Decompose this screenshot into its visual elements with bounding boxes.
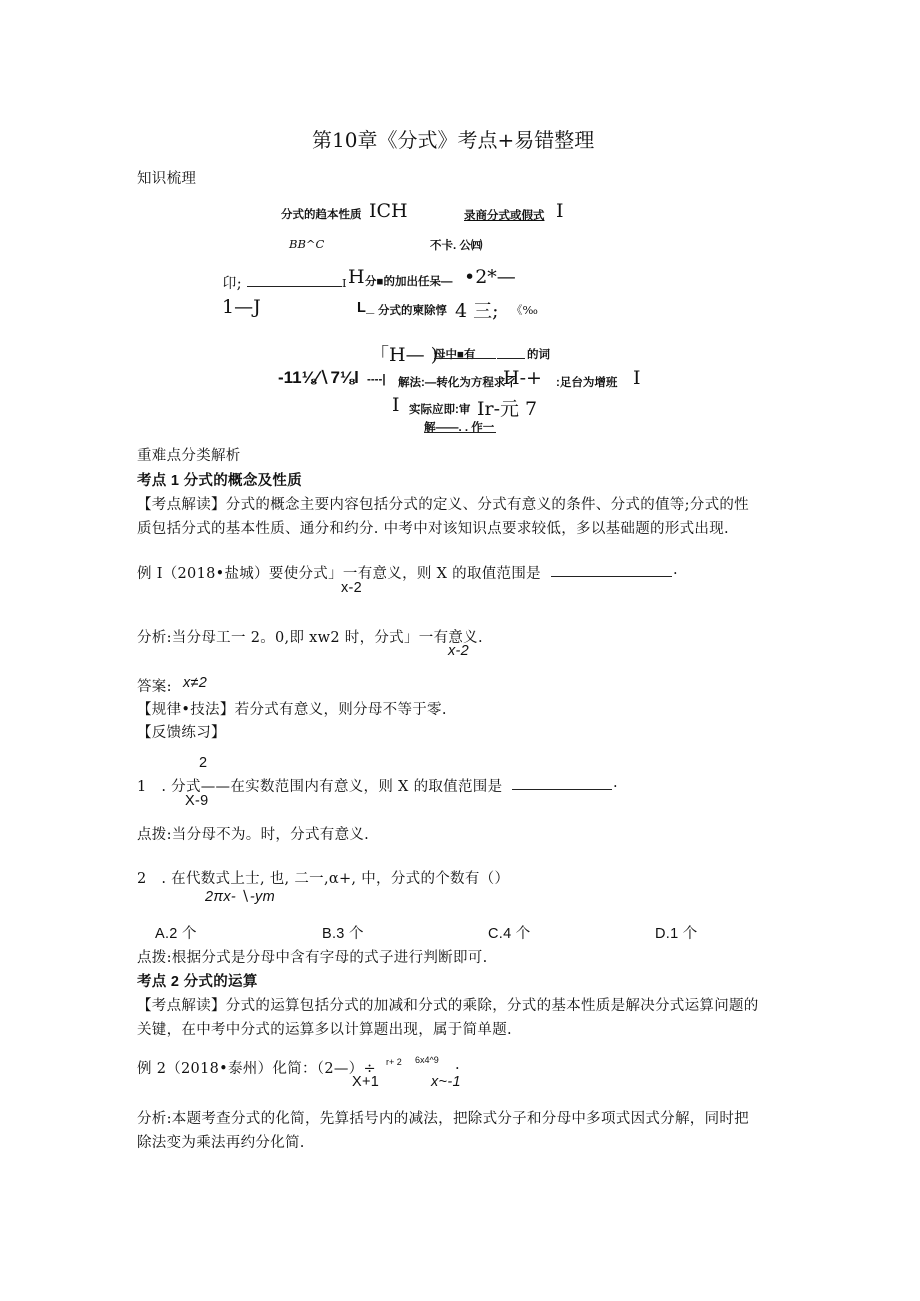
page-title: 第10章《分式》考点+易错整理: [312, 128, 595, 152]
example2-sup: r+ 2: [386, 1057, 402, 1067]
kp2-heading: 考点 2 分式的运算: [137, 974, 258, 990]
mindmap-text: 1—J: [222, 296, 261, 318]
mindmap-line: [497, 358, 525, 359]
mindmap-text: 母中■有: [434, 349, 476, 361]
mindmap-text: -11⅛∕∖7⅛l: [278, 368, 359, 387]
mindmap-text: 分■的加出任呆—: [365, 276, 453, 288]
mindmap-text: 卬;: [222, 276, 242, 292]
q2-expression: 2πx- ∖-ym: [205, 889, 275, 905]
mindmap-text: Ir-元 7: [477, 398, 538, 420]
mindmap-text: 《‰: [511, 303, 538, 317]
answer-blank: [512, 789, 612, 790]
hint1: 点拨:当分母不为。时，分式有意义.: [137, 827, 370, 843]
answer-blank: [551, 576, 672, 577]
answer-label: 答案:: [137, 679, 172, 695]
kp2-reading-line2: 关键，在中考中分式的运算多以计算题出现，属于简单题.: [137, 1022, 512, 1038]
mindmap-text: 4 三;: [455, 300, 499, 322]
example1-denominator: x-2: [341, 580, 363, 596]
q1-question: 1 . 分式——在实数范围内有意义，则 X 的取值范围是: [137, 779, 503, 795]
kp1-reading-line1: 【考点解读】分式的概念主要内容包括分式的定义、分式有意义的条件、分式的值等;分式的性: [137, 497, 749, 513]
mindmap-line: [424, 432, 496, 433]
mindmap-text: 分式的柬除惇: [378, 305, 447, 317]
analysis1: 分析:当分母工一 2。0,即 xw2 时，分式」一有意义.: [137, 630, 483, 646]
mindmap-text: BB^C: [289, 237, 325, 251]
mindmap-text: 录商分式或假式: [464, 210, 545, 222]
example1-end: .: [673, 562, 678, 578]
kp1-heading: 考点 1 分式的概念及性质: [137, 473, 303, 489]
mindmap-text: 「H— ): [370, 344, 439, 366]
mindmap-text: I: [342, 276, 347, 290]
example2-denominator2: x~-1: [431, 1074, 461, 1090]
answer-value: x≠2: [183, 675, 208, 691]
mindmap-text: 解——. . 作一: [424, 422, 495, 434]
mindmap-text: 分式的趋本性质: [281, 209, 362, 221]
analysis2-line2: 除法变为乘法再约分化简.: [137, 1135, 305, 1151]
q1-denominator: X-9: [185, 793, 209, 809]
mindmap-text: H-+: [503, 367, 542, 389]
mindmap-text: I: [633, 367, 641, 389]
option-c: C.4 个: [488, 926, 531, 942]
mindmap-text: ICH: [369, 200, 408, 222]
kp2-reading-line1: 【考点解读】分式的运算包括分式的加减和分式的乘除，分式的基本性质是解决分式运算问题的: [137, 998, 759, 1014]
mindmap-text: I: [392, 394, 400, 416]
option-d: D.1 个: [655, 926, 698, 942]
kp1-reading-line2: 质包括分式的基本性质、通分和约分. 中考中对该知识点要求较低，多以基础题的形式出现.: [137, 521, 729, 537]
section-heading-knowledge: 知识梳理: [137, 171, 197, 187]
mindmap-text: ----|: [367, 374, 386, 386]
mindmap-text: 不卡. 公㈣: [430, 240, 483, 252]
mindmap-text: •2*—: [464, 266, 516, 288]
mindmap-text: H: [348, 266, 365, 288]
example2-question: 例 2（2018•泰州）化简：（2—）÷: [137, 1061, 376, 1077]
rule-tip: 【规律•技法】若分式有意义，则分母不等于零.: [137, 702, 447, 718]
example1-question: 例 I（2018•盐城）要使分式」一有意义，则 X 的取值范围是: [137, 566, 541, 582]
mindmap-line: [434, 358, 496, 359]
example2-sup2: 6x4^9: [415, 1055, 439, 1065]
mindmap-text: L_: [357, 300, 375, 316]
mindmap-text: 的词: [527, 349, 550, 361]
q2-question: 2 . 在代数式上士, 也, 二一,α+, 中，分式的个数有（）: [137, 871, 510, 887]
mindmap-text: :足台为增班: [556, 377, 618, 389]
mindmap-text: I: [556, 200, 564, 222]
q1-numerator: 2: [199, 755, 208, 771]
feedback-heading: 【反馈练习】: [137, 725, 226, 741]
mindmap-text: 解法:—转化为方程求彳: [398, 377, 517, 389]
q1-end: .: [613, 775, 618, 791]
option-a: A.2 个: [155, 926, 197, 942]
option-b: B.3 个: [322, 926, 364, 942]
example2-denominator1: X+1: [352, 1074, 380, 1090]
analysis2-line1: 分析:本题考查分式的化简，先算括号内的减法，把除式分子和分母中多项式因式分解，同时把: [137, 1111, 749, 1127]
section-heading-analysis: 重难点分类解析: [137, 448, 241, 464]
mindmap-line: [247, 286, 342, 287]
mindmap-text: 实际应即:审: [409, 404, 471, 416]
example2-end: .: [455, 1057, 460, 1073]
hint2: 点拨:根据分式是分母中含有字母的式子进行判断即可.: [137, 950, 488, 966]
analysis1-denominator: x-2: [448, 643, 470, 659]
